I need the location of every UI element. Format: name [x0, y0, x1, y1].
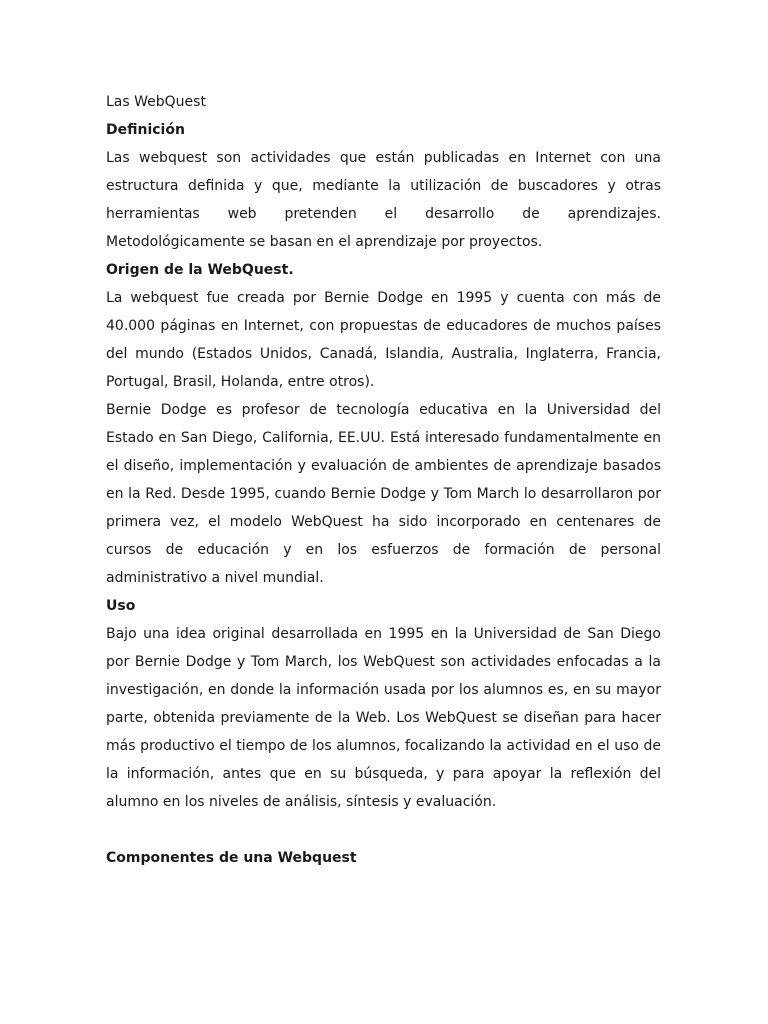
blank-line [106, 816, 661, 844]
heading-origen: Origen de la WebQuest. [106, 262, 294, 278]
heading-uso: Uso [106, 598, 136, 614]
paragraph-origen-2: Bernie Dodge es profesor de tecnología educativa en la Universidad del Estado en San Diego, California, EE.UU. Está interesado fundamentalmente en el diseño, implementación y evaluación de ambientes de aprendizaje basados en la Red. Desde 1995, cuando Bernie Dodge y Tom March lo desarrollaron por primera vez, el modelo WebQuest ha sido incorporado en centenares de cursos de educación y en los esfuerzos de formación de personal administrativo a nivel mundial. [106, 402, 661, 586]
document-page [106, 88, 661, 872]
document-title: Las WebQuest [106, 94, 206, 110]
paragraph-origen-1: La webquest fue creada por Bernie Dodge en 1995 y cuenta con más de 40.000 páginas en Internet, con propuestas de educadores de muchos países del mundo (Estados Unidos, Canadá, Islandia, Australia, Inglaterra, Francia, Portugal, Brasil, Holanda, entre otros). [106, 290, 661, 390]
heading-componentes: Componentes de una Webquest [106, 850, 357, 866]
paragraph-uso: Bajo una idea original desarrollada en 1995 en la Universidad de San Diego por Bernie Dodge y Tom March, los WebQuest son actividades enfocadas a la investigación, en donde la información usada por los alumnos es, en su mayor parte, obtenida previamente de la Web. Los WebQuest se diseñan para hacer más productivo el tiempo de los alumnos, focalizando la actividad en el uso de la información, antes que en su búsqueda, y para apoyar la reflexión del alumno en los niveles de análisis, síntesis y evaluación. [106, 626, 661, 810]
heading-definicion: Definición [106, 122, 185, 138]
paragraph-definicion: Las webquest son actividades que están publicadas en Internet con una estructura definida y que, mediante la utilización de buscadores y otras herramientas web pretenden el desarrollo de aprendizajes. Metodológicamente se basan en el aprendizaje por proyectos. [106, 150, 661, 250]
